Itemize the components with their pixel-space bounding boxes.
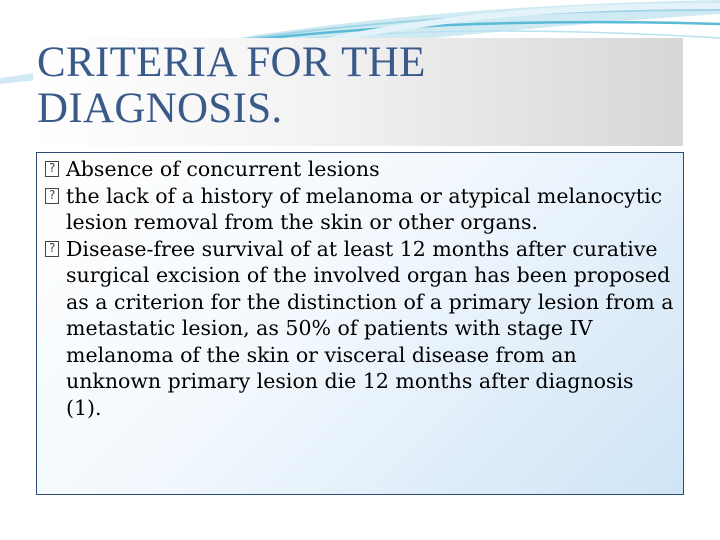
bullet-item bbox=[44, 183, 674, 236]
bullet-text: the lack of a history of melanoma or atypical melanocytic lesion removal from the skin or other organs. bbox=[66, 183, 663, 234]
bullet-list bbox=[44, 156, 674, 421]
missing-glyph-icon bbox=[45, 161, 59, 177]
missing-glyph-icon bbox=[45, 241, 59, 257]
bullet-text: Disease-free survival of at least 12 months after curative surgical excision of the involved organ has been proposed as a criterion for the distinction of a primary lesion from a metastatic lesion, as 50% of patients with stage IV melanoma of the skin or visceral disease from an unknown primary lesion die 12 months after diagnosis (1). bbox=[66, 236, 674, 420]
bullet-text: Absence of concurrent lesions bbox=[66, 157, 380, 181]
bullet-item bbox=[44, 236, 674, 422]
title-line-1: CRITERIA FOR THE bbox=[37, 39, 426, 86]
missing-glyph-icon bbox=[45, 188, 59, 204]
title-line-2: DIAGNOSIS. bbox=[37, 85, 283, 132]
bullet-item bbox=[44, 156, 674, 183]
slide-title bbox=[37, 40, 677, 132]
content-box bbox=[36, 152, 684, 495]
